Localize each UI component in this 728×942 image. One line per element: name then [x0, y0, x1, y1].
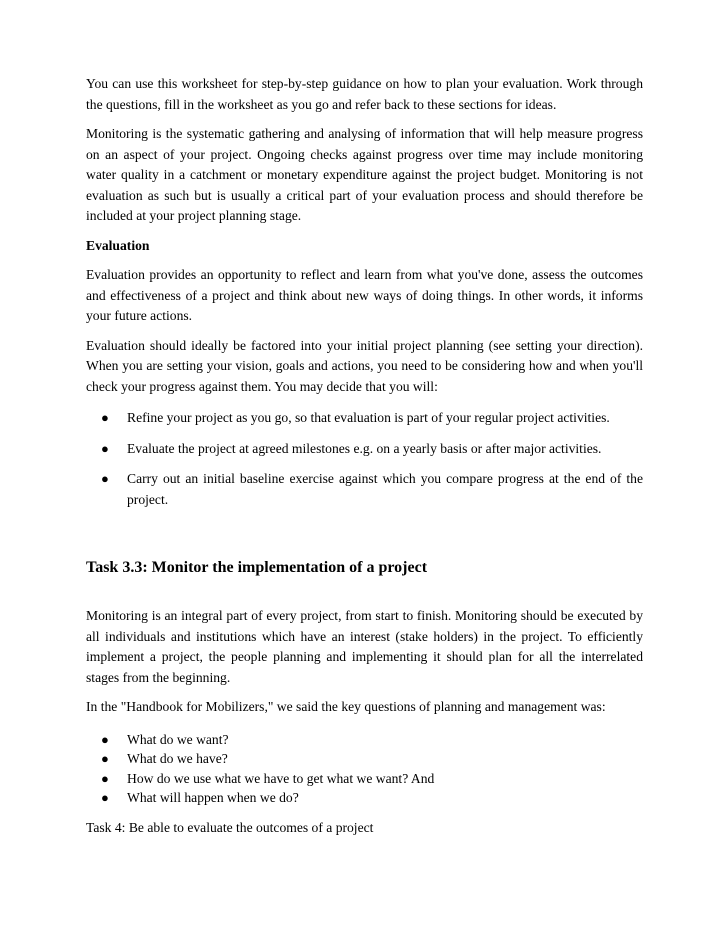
- list-item-text: What do we want?: [127, 731, 229, 747]
- bullet-icon: ●: [101, 440, 109, 456]
- bullet-icon: ●: [101, 751, 109, 766]
- bullet-icon: ●: [101, 770, 109, 786]
- list-item: [86, 769, 643, 789]
- list-item: [86, 749, 643, 769]
- bullet-icon: ●: [101, 471, 109, 486]
- list-item: [86, 439, 643, 460]
- task-4-line: Task 4: Be able to evaluate the outcomes of a project: [86, 819, 374, 835]
- list-item: [86, 408, 643, 429]
- bullet-icon: ●: [101, 790, 109, 805]
- list-item-text: What will happen when we do?: [127, 790, 299, 805]
- list-item: [86, 469, 643, 510]
- document-page: [86, 74, 643, 838]
- intro-paragraph-worksheet: You can use this worksheet for step-by-step guidance on how to plan your evaluation. Work through the questions, fill in the worksheet as you go and refer back to these sections for ideas.: [86, 76, 643, 112]
- list-item-text: Refine your project as you go, so that evaluation is part of your regular project activities.: [127, 410, 610, 425]
- task-3-3-paragraph-handbook: In the "Handbook for Mobilizers," we said the key questions of planning and management was:: [86, 699, 606, 714]
- list-item: [86, 730, 643, 750]
- list-item: [86, 788, 643, 808]
- evaluation-paragraph-planning: Evaluation should ideally be factored into your initial project planning (see setting your direction). When you are setting your vision, goals and actions, you need to be considering how and when you'll check your progress against them. You may decide that you will:: [86, 337, 643, 394]
- evaluation-paragraph-reflect: Evaluation provides an opportunity to reflect and learn from what you've done, assess the outcomes and effectiveness of a project and think about new ways of doing things. In other words, it informs your future actions.: [86, 267, 643, 323]
- key-questions-list: [86, 730, 643, 808]
- bullet-icon: ●: [101, 410, 109, 425]
- intro-paragraph-monitoring: Monitoring is the systematic gathering and analysing of information that will help measure progress on an aspect of your project. Ongoing checks against progress over time may include monitoring water quality in a catchment or monetary expenditure against the project budget. Monitoring is not evaluation as such but is usually a critical part of your evaluation process and should therefore be included at your project planning stage.: [86, 126, 643, 223]
- evaluation-options-list: [86, 408, 643, 510]
- evaluation-heading: Evaluation: [86, 237, 150, 253]
- list-item-text: Evaluate the project at agreed milestones e.g. on a yearly basis or after major activities.: [127, 440, 602, 456]
- task-3-3-heading: Task 3.3: Monitor the implementation of a project: [86, 559, 428, 576]
- list-item-text: Carry out an initial baseline exercise against which you compare progress at the end of the project.: [127, 471, 643, 507]
- list-item-text: What do we have?: [127, 751, 228, 766]
- bullet-icon: ●: [101, 731, 109, 747]
- task-3-3-paragraph-monitoring: Monitoring is an integral part of every project, from start to finish. Monitoring should be executed by all individuals and institutions which have an interest (stake holders) in the project. To efficiently implement a project, the people planning and implementing it should plan for all the interrelated stages from the beginning.: [86, 608, 643, 685]
- list-item-text: How do we use what we have to get what we want? And: [127, 770, 435, 786]
